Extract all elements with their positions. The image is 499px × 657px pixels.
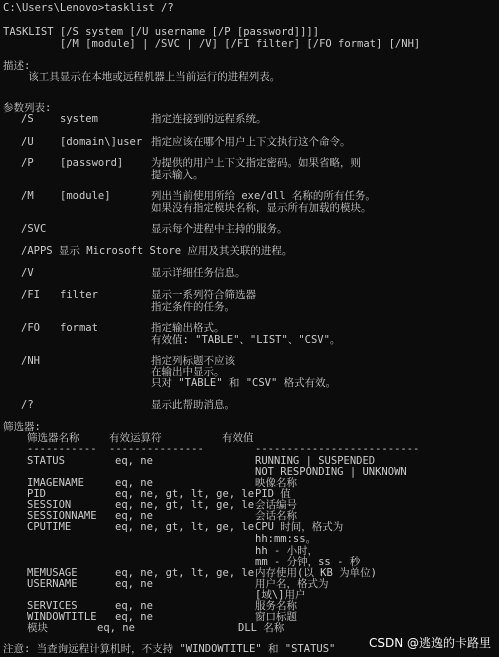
filter-ops: eq, ne <box>115 510 153 522</box>
filter-ops: eq, ne <box>115 578 153 590</box>
filter-rule: -------------------------- <box>255 443 420 455</box>
filter-ops: eq, ne, gt, lt, ge, le <box>115 499 255 511</box>
param-arg: [module] <box>60 190 111 202</box>
description-header: 描述: <box>3 60 31 72</box>
filter-ops: eq, ne <box>115 477 153 489</box>
param-desc: 只对 "TABLE" 和 "CSV" 格式有效。 <box>151 377 337 389</box>
filter-ops: eq, ne, gt, lt, ge, le <box>115 521 255 533</box>
param-arg: [password] <box>60 157 124 169</box>
filter-value: mm - 分钟，ss - 秒 <box>255 556 361 568</box>
param-opt: /FI <box>21 289 40 301</box>
filter-value: 服务名称 <box>255 600 297 612</box>
filter-value: 会话名称 <box>255 510 297 522</box>
note-line: 注意: 当查询远程计算机时，不支持 "WINDOWTITLE" 和 "STATUS" <box>3 643 336 655</box>
param-desc: 显示每个进程中主持的服务。 <box>151 223 288 235</box>
param-opt: /M <box>21 190 34 202</box>
filter-name: SESSIONNAME <box>27 510 97 522</box>
filter-name: MEMUSAGE <box>27 567 78 579</box>
param-desc: 指定应该在哪个用户上下文执行这个命令。 <box>151 136 351 148</box>
filter-value: CPU 时间，格式为 <box>255 521 344 533</box>
filter-name: SERVICES <box>27 600 78 612</box>
param-arg: system <box>60 113 98 125</box>
filter-value: 会话编号 <box>255 499 297 511</box>
param-desc: 指定连接到的远程系统。 <box>151 113 267 125</box>
filter-value: DLL 名称 <box>238 622 285 634</box>
filter-name: WINDOWTITLE <box>27 611 97 623</box>
param-desc: 显示此帮助消息。 <box>151 399 235 411</box>
filter-value: [域\]用户 <box>255 589 306 601</box>
usage-line-1: TASKLIST [/S system [/U username [/P [password]]]] <box>3 26 320 38</box>
filter-ops: eq, ne <box>115 600 153 612</box>
param-desc: 显示详细任务信息。 <box>151 267 246 279</box>
filter-ops: eq, ne, gt, lt, ge, le <box>115 567 255 579</box>
description-text: 该工具显示在本地或远程机器上当前运行的进程列表。 <box>3 71 281 83</box>
param-desc: 指定条件的任务。 <box>151 301 235 313</box>
param-opt: /FO <box>21 322 40 334</box>
filter-ops: eq, ne, gt, lt, ge, le <box>115 488 255 500</box>
filter-rule: --------------- <box>109 443 204 455</box>
param-desc: 提示输入。 <box>151 169 204 181</box>
param-desc: 为提供的用户上下文指定密码。如果省略，则 <box>151 157 361 169</box>
param-opt: /APPS 显示 Microsoft Store 应用及其关联的进程。 <box>21 245 293 257</box>
param-desc: 在输出中显示。 <box>151 366 225 378</box>
filter-name: 模块 <box>27 622 48 634</box>
filter-value: hh - 小时， <box>255 545 319 557</box>
filter-name: PID <box>27 488 46 500</box>
filter-value: 窗口标题 <box>255 611 297 623</box>
filter-value: 映像名称 <box>255 477 297 489</box>
param-opt: /V <box>21 267 34 279</box>
param-desc: 如果没有指定模块名称，显示所有加载的模块。 <box>151 202 372 214</box>
filter-name: SESSION <box>27 499 72 511</box>
params-header: 参数列表: <box>3 102 52 114</box>
filter-value: 内存使用(以 KB 为单位) <box>255 567 377 579</box>
filter-col-values: 有效值 <box>222 432 254 444</box>
usage-line-2: [/M [module] | /SVC | /V] [/FI filter] [/FO format] [/NH] <box>3 38 421 50</box>
param-desc: 指定列标题不应该 <box>151 355 235 367</box>
filter-name: CPUTIME <box>27 521 72 533</box>
filter-value: 用户名，格式为 <box>255 578 329 590</box>
watermark: CSDN @逃逸的卡路里 <box>368 636 491 650</box>
param-desc: 指定输出格式。 <box>151 322 225 334</box>
param-desc: 列出当前使用所给 exe/dll 名称的所有任务。 <box>151 190 376 202</box>
filter-value: RUNNING | SUSPENDED <box>255 455 376 467</box>
filter-ops: eq, ne <box>115 455 153 467</box>
param-opt: /NH <box>21 355 40 367</box>
param-arg: filter <box>60 289 98 301</box>
filter-value: NOT RESPONDING | UNKNOWN <box>255 466 407 478</box>
param-opt: /SVC <box>21 223 47 235</box>
filter-rule: ----------- <box>27 443 97 455</box>
param-arg: [domain\]user <box>60 136 143 148</box>
filter-col-name: 筛选器名称 <box>27 432 80 444</box>
prompt-line: C:\Users\Lenovo>tasklist /? <box>3 2 174 14</box>
filter-ops: eq, ne <box>115 611 153 623</box>
param-opt: /P <box>21 157 34 169</box>
filters-header: 筛选器: <box>3 421 41 433</box>
param-desc: 显示一系列符合筛选器 <box>151 289 256 301</box>
param-arg: format <box>60 322 98 334</box>
param-opt: /U <box>21 136 34 148</box>
param-opt: /? <box>21 399 34 411</box>
param-desc: 有效值: "TABLE"、"LIST"、"CSV"。 <box>151 334 341 346</box>
filter-name: USERNAME <box>27 578 78 590</box>
filter-value: PID 值 <box>255 488 291 500</box>
filter-name: IMAGENAME <box>27 477 84 489</box>
filter-col-ops: 有效运算符 <box>109 432 162 444</box>
filter-name: STATUS <box>27 455 65 467</box>
filter-value: hh:mm:ss。 <box>255 533 317 545</box>
filter-ops: eq, ne <box>97 622 135 634</box>
param-opt: /S <box>21 113 34 125</box>
